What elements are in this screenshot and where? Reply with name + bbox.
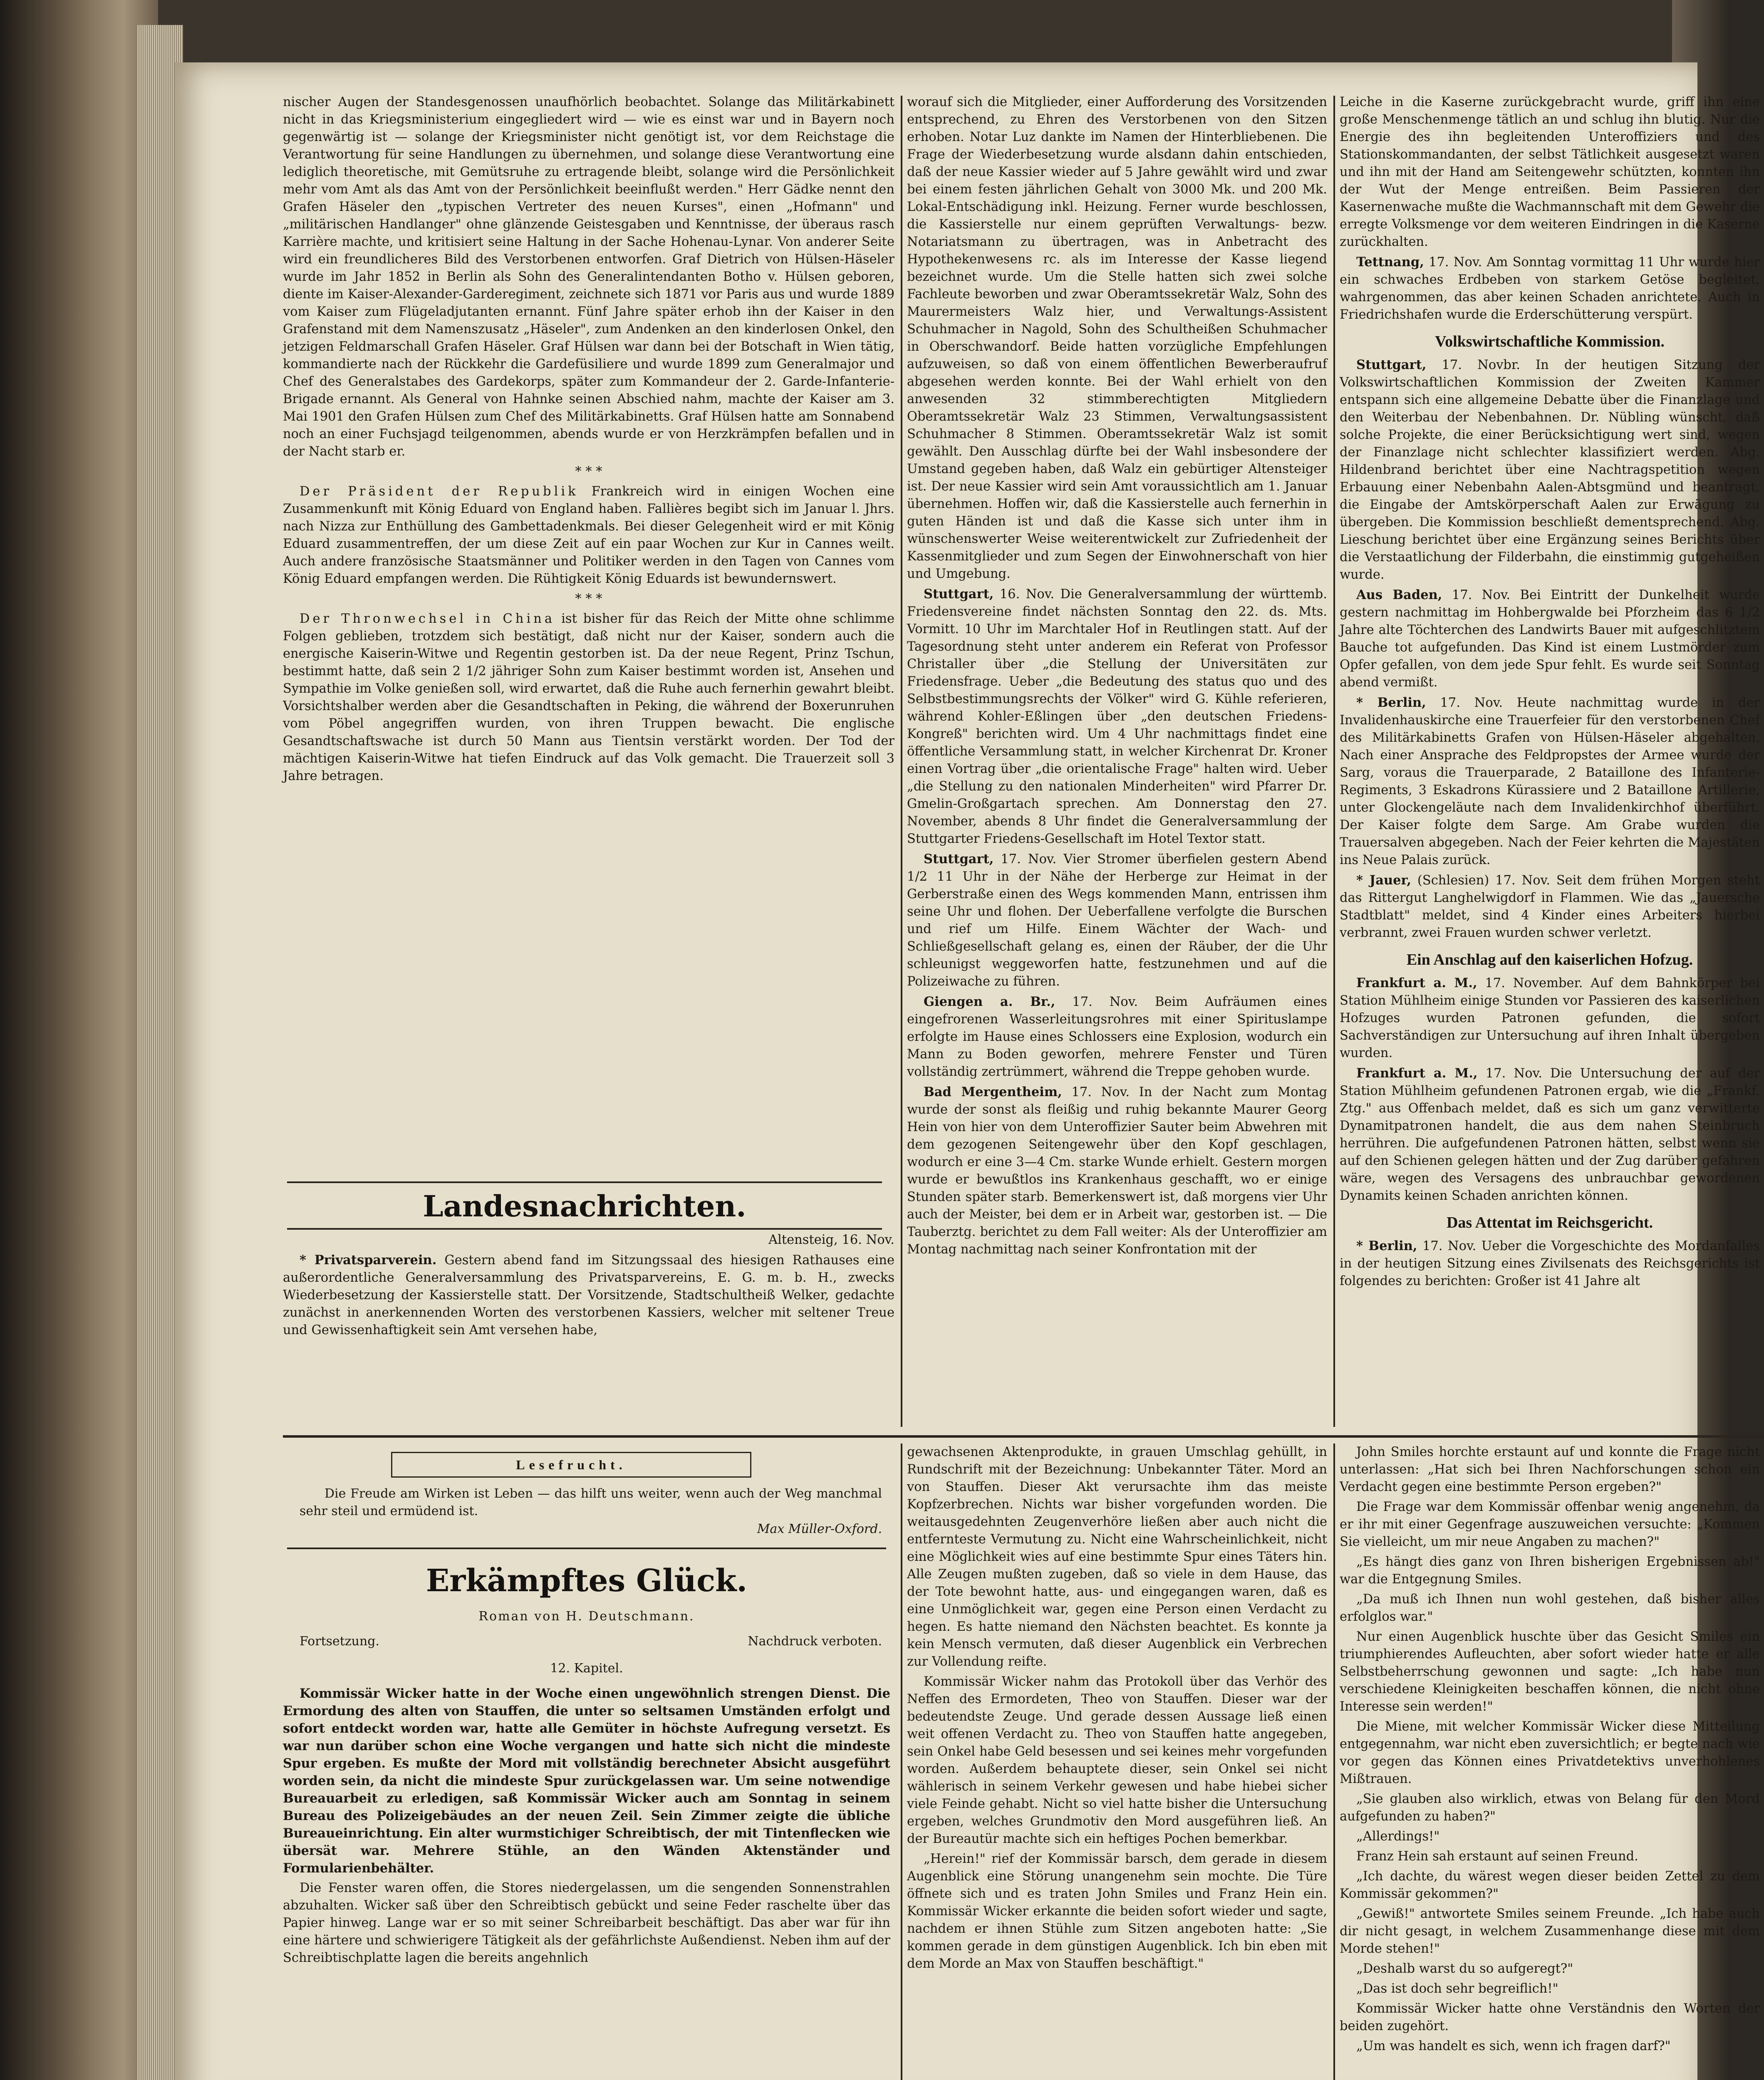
- right-column: [1340, 94, 1760, 1429]
- novel-column-3: [1340, 1444, 1760, 2080]
- novel-paragraph: „Deshalb warst du so aufgeregt?": [1356, 1961, 1573, 1976]
- novel-paragraph: „Da muß ich Ihnen nun wohl gestehen, daß bisher alles erfolglos war.": [1340, 1592, 1760, 1624]
- lead: Frankfurt a. M.,: [1356, 1066, 1478, 1081]
- article-giengen: Giengen a. Br., 17. Nov. Beim Aufräumen eines eingefrorenen Wasserleitungsrohres mit einer Spirituslampe erfolgte im Hause eines Schlossers eine Explosion, wodurch ein Mann zu Boden geworfen, mehrere Fenster und Türen vollständig zertrümmert, während die Treppe gehoben wurde.: [907, 994, 1327, 1079]
- article-jauer: * Jauer, (Schlesien) 17. Nov. Seit dem frühen Morgen steht das Rittergut Langhelwigdorf in Flammen. Wie das „Jauersche Stadtblatt" meldet, sind 4 Kinder eines Arbeiters hierbei verbrannt, zwei Frauen wurden schwer verletzt.: [1340, 873, 1760, 940]
- novel-paragraph: Die Frage war dem Kommissär offenbar wenig angenehm, da er ihr mit einer Gegenfrage auszuweichen versuchte: „Kommen Sie vielleicht, um mir neue Angaben zu machen?": [1340, 1500, 1760, 1549]
- lead: Stuttgart,: [1356, 357, 1427, 372]
- article-berlin-trauerfeier: * Berlin, 17. Nov. Heute nachmittag wurde in der Invalidenhauskirche eine Trauerfeier für den verstorbenen Chef des Militärkabinetts Grafen von Hülsen-Häseler abgehalten. Nach einer Ansprache des Feldpropstes der Armee wurde der Sarg, voraus die Trauerparade, 2 Bataillone des Infanterie-Regiments, 3 Eskadrons Kürassiere und 2 Bataillone Artillerie, unter Glockengeläute nach dem Invalidenkirchhof überführt. Der Kaiser folgte dem Sarge. Am Grabe wurden die Trauersalven abgegeben. Nach der Feier kehrten die Majestäten ins Neue Palais zurück.: [1340, 695, 1760, 867]
- article-stuttgart-stromer: Stuttgart, 17. Nov. Vier Stromer überfielen gestern Abend 1/2 11 Uhr in der Nähe der Herberge zur Heimat in der Gerberstraße einen des Wegs kommenden Mann, entrissen ihm seine Uhr und flohen. Der Ueberfallene verfolgte die Burschen und rief um Hilfe. Einem Wächter der Wach- und Schließgesellschaft gelang es, einen der Räuber, der die Uhr schleunigst weggeworfen hatte, festzunehmen und auf die Polizeiwache zu führen.: [907, 852, 1327, 989]
- novel-paragraph: „Um was handelt es sich, wenn ich fragen darf?": [1356, 2039, 1671, 2053]
- novel-paragraph: „Ich dachte, du wärest wegen dieser beiden Zettel zu dem Kommissär gekommen?": [1340, 1869, 1760, 1901]
- novel-paragraph: „Es hängt dies ganz von Ihren bisherigen Ergebnissen ab!" war die Entgegnung Smiles.: [1340, 1555, 1760, 1587]
- rule: [287, 1228, 882, 1230]
- lesefrucht-box: Lesefrucht.: [391, 1452, 751, 1478]
- article-tettnang: Tettnang, 17. Nov. Am Sonntag vormittag 11 Uhr wurde hier ein schwaches Erdbeben von starkem Getöse begleitet, wahrgenommen, das aber keinen Schaden anrichtete. Auch in Friedrichshafen wurde die Erderschütterung verspürt.: [1340, 255, 1760, 322]
- article-sparverein-cont: worauf sich die Mitglieder, einer Aufforderung des Vorsitzenden entsprechend, zu Ehren des Verstorbenen von den Sitzen erhoben. Notar Luz dankte im Namen der Hinterbliebenen. Die Frage der Wiederbesetzung wurde alsdann dahin entschieden, daß der neue Kassier wieder auf 5 Jahre gewählt wird und zwar bei einem festen jährlichen Gehalt von 3000 Mk. und 200 Mk. Lokal-Entschädigung inkl. Heizung. Ferner wurde beschlossen, die Kassierstelle nur einem geprüften Verwaltungs- bezw. Notariatsmann zu übertragen, was in Anbetracht des Hypothekenwesens rc. als im Interesse der Kasse liegend bezeichnet wurde. Um die Stelle hatten sich zwei solche Fachleute beworben und zwar Oberamtssekretär Walz, Sohn des Maurermeisters Walz hier, und Verwaltungs-Assistent Schuhmacher in Nagold, Sohn des Schultheißen Schuhmacher in Oberschwandorf. Beide hatten vorzügliche Empfehlungen aufzuweisen, so daß von einem öffentlichen Bewerberaufruf abgesehen werden konnte. Bei der Wahl erhielt von den anwesenden 32 stimmberechtigten Mitgliedern Oberamtssekretär Walz 23 Stimmen, Verwaltungsassistent Schuhmacher 8 Stimmen. Oberamtssekretär Walz ist somit gewählt. Den Ausschlag dürfte bei der Wahl insbesondere der Umstand gegeben haben, daß Walz ein gebürtiger Altensteiger ist. Der neue Kassier wird sein Amt voraussichtlich am 1. Januar übernehmen. Hoffen wir, daß die Kassierstelle auch fernerhin in guten Händen ist und daß die Kasse sich unter ihm in wünschenswerter Weise weiterentwickelt zur Zufriedenheit der Kassenmitglieder und zum Segen der Einwohnerschaft von hier und Umgebung.: [907, 95, 1327, 581]
- article-stuttgart-friedensvereine: Stuttgart, 16. Nov. Die Generalversammlung der württemb. Friedensvereine findet nächsten Sonntag den 22. ds. Mts. Vormitt. 10 Uhr im Marchtaler Hof in Reutlingen statt. Auf der Tagesordnung steht unter anderem ein Referat von Professor Christaller über „die Stellung der Universitäten zur Friedensfrage. Ueber „die Bedeutung des status quo und des Selbstbestimmungsrechts der Völker" wird G. Kühle referieren, während Kohler-Eßlingen über „den deutschen Friedens-Kongreß" berichten wird. Um 4 Uhr nachmittags findet eine öffentliche Versammlung statt, in welcher Kirchenrat Dr. Kroner einen Vortrag über „die orientalische Frage" halten wird. Ueber „die Stellung zu den nationalen Minderheiten" wird Pfarrer Dr. Gmelin-Großgartach sprechen. Am Donnerstag den 27. November, abends 8 Uhr findet die Generalversammlung der Stuttgarter Friedens-Gesellschaft im Hotel Textor statt.: [907, 587, 1327, 846]
- article-militaerkabinett: nischer Augen der Standesgenossen unaufhörlich beobachtet. Solange das Militärkabinett nicht in das Kriegsministerium eingegliedert wird — wie es einst war und in Bayern noch gegenwärtig ist — solange der Kriegsminister nicht genötigt ist, vor dem Reichstage die Verantwortung für seine Handlungen zu übernehmen, und solange diese Verantwortung eine lediglich theoretische, mit Gemütsruhe zu ertragende bleibt, solange wird die Persönlichkeit mehr vom Amt als das Amt von der Persönlichkeit beeinflußt werden." Herr Gädke nennt den Grafen Häseler den „typischen Vertreter des neuen Kurses", einen „Hofmann" und „militärischen Handlanger" ohne glänzende Geistesgaben und Kenntnisse, der überaus rasch Karrière machte, und kritisiert seine Haltung in der Sache Hohenau-Lynar. Von anderer Seite wird ein freundlicheres Bild des Verstorbenen entworfen. Graf Dietrich von Hülsen-Häseler wurde im Jahr 1852 in Berlin als Sohn des Generalintendanten Botho v. Hülsen geboren, diente im Kaiser-Alexander-Garderegiment, zeichnete sich 1871 vor Paris aus und wurde 1889 vom Kaiser zum Flügeladjutanten ernannt. Fünf Jahre später erhob ihn der Kaiser in den Grafenstand mit dem Namenszusatz „Häseler", zum Andenken an den kinderlosen Onkel, den jetzigen Feldmarschall Grafen Häseler. Graf Hülsen war dann bei der Botschaft in Wien tätig, kommandierte nach der Rückkehr die Gardefüsiliere und wurde 1899 zum Generalmajor und Chef des Generalstabes des Gardekorps, später zum Kommandeur der 2. Garde-Infanterie-Brigade ernannt. Als General von Hahnke seinen Abschied nahm, machte der Kaiser am 3. Mai 1901 den Grafen Hülsen zum Chef des Militärkabinetts. Graf Hülsen hatte am Sonnabend noch an einer Fuchsjagd teilgenommen, abends wurde er von Herzkrämpfen befallen und in der Nacht starb er.: [283, 95, 894, 459]
- lead: * Berlin,: [1356, 1238, 1417, 1253]
- motto-text: Die Freude am Wirken ist Leben — das hilft uns weiter, wenn auch der Weg manchmal sehr steil und ermüdend ist.: [300, 1486, 882, 1518]
- column-divider: [901, 96, 902, 1427]
- article-mergentheim: Bad Mergentheim, 17. Nov. In der Nacht zum Montag wurde der sonst als fleißig und ruhig bekannte Maurer Georg Hein von hier von dem Unteroffizier Sauter beim Abwehren mit dem gezogenen Seitengewehr über den Kopf geschlagen, wodurch er eine 3—4 Cm. starke Wunde erhielt. Gestern morgen wurde er bewußtlos ins Krankenhaus geschafft, wo er einige Stunden später starb. Bemerkenswert ist, daß morgens vier Uhr auch der Meister, bei dem er in Arbeit war, gestorben ist. — Die Tauberztg. berichtet zu dem Fall weiter: Als der Unteroffizier am Montag nachmittag nach seiner Konfrontation mit der: [907, 1085, 1327, 1257]
- novel-paragraph: „Gewiß!" antwortete Smiles seinem Freunde. „Ich habe auch dir nicht gesagt, in welchem Zusammenhange diese mit dem Morde stehen!": [1340, 1907, 1760, 1956]
- lead: Der Thronwechsel in China: [300, 612, 555, 626]
- novel-paragraph: „Allerdings!": [1356, 1829, 1440, 1844]
- heading-reichsgericht: Das Attentat im Reichsgericht.: [1446, 1214, 1653, 1231]
- separator: * * *: [575, 592, 602, 606]
- lead: * Privatsparverein.: [300, 1253, 437, 1268]
- heading-hofzug: Ein Anschlag auf den kaiserlichen Hofzug.: [1406, 951, 1693, 968]
- novel-title: Erkämpftes Glück.: [426, 1563, 748, 1599]
- article-kommission: Stuttgart, 17. Novbr. In der heutigen Sitzung der Volkswirtschaftlichen Kommission der Zweiten Kammer entspann sich eine allgemeine Debatte über die Finanzlage und den Weiterbau der Nebenbahnen. Dr. Nübling wünscht, daß solche Projekte, die einer Berücksichtigung wert sind, wegen der Finanzlage nicht schlechter klassifiziert werden. Abg. Hildenbrand berichtet über eine Nachtragspetition wegen Erbauung einer Nebenbahn Aalen-Abtsgmünd und beantragt, die Eingabe der Amtskörperschaft Aalen zur Erwägung zu übergeben. Die Kommission beschließt dementsprechend. Abg. Lieschung berichtet über eine Ergänzung seines Berichts über die Verstaatlichung der Filderbahn, die einstimmig gutgeheißen wurde.: [1340, 357, 1760, 582]
- heading-volkswirtschaft: Volkswirtschaftliche Kommission.: [1435, 333, 1665, 350]
- article-frankfurt-1: Frankfurt a. M., 17. November. Auf dem Bahnkörper bei Station Mühlheim einige Stunden vor Passieren des kaiserlichen Hofzuges wurden Patronen gefunden, die sofort Sachverständigen zur Untersuchung auf ihren Inhalt übergeben wurden.: [1340, 976, 1760, 1060]
- dateline: Altensteig, 16. Nov.: [768, 1233, 894, 1247]
- novel-paragraph: Die Fenster waren offen, die Stores niedergelassen, um die sengenden Sonnenstrahlen abzuhalten. Wicker saß über den Schreibtisch gebückt und seine Feder raschelte über das Papier hinweg. Lange war er so mit seiner Schreibarbeit beschäftigt. Das aber war für ihn eine härtere und schwierigere Tätigkeit als der gefährlichste Außendienst. Neben ihm auf der Schreibtischplatte lagen die bereits angehnlich: [283, 1881, 890, 1965]
- lead: * Jauer,: [1356, 873, 1412, 888]
- novel-paragraph: Kommissär Wicker nahm das Protokoll über das Verhör des Neffen des Ermordeten, Theo von Stauffen. Dieser war der bedeutendste Zeuge. Und gerade dessen Aussage ließ einen weit offenen Verdacht zu. Theo von Stauffen hatte angegeben, sein Onkel habe Geld besessen und sei keines mehr vorgefunden worden. Außerdem behauptete dieser, sein Onkel sei nicht wählerisch in seinem Verkehr gewesen und habe hiebei sicher viele Feinde gehabt. Nicht so viel hatte bisher die Untersuchung ergeben, welches Grundmotiv den Mord ausgeführen ließ. An der Bureautür machte sich ein heftiges Pochen bemerkbar.: [907, 1674, 1327, 1846]
- left-column-lower: [283, 1231, 894, 1431]
- chapter-label: 12. Kapitel.: [550, 1661, 623, 1676]
- separator: * * *: [575, 464, 602, 479]
- novel-paragraph: Kommissär Wicker hatte ohne Verständnis den Worten der beiden zugehört.: [1340, 2001, 1760, 2033]
- article-baden: Aus Baden, 17. Nov. Bei Eintritt der Dunkelheit wurde gestern nachmittag im Hohbergwalde bei Pforzheim das 6 1/2 Jahre alte Töchterchen des Landwirts Bauer mit aufgeschlitztem Bauche tot aufgefunden. Das Kind ist einem Lustmörder zum Opfer gefallen, von dem jede Spur fehlt. Es wurde seit Sonntag abend vermißt.: [1340, 587, 1760, 690]
- article-privatsparverein: * Privatsparverein. Gestern abend fand im Sitzungssaal des hiesigen Rathauses eine außerordentliche Generalversammlung des Privatsparvereins, E. G. m. b. H., zwecks Wiederbesetzung der Kassierstelle statt. Der Vorsitzende, Stadtschultheiß Welker, gedachte zunächst in anerkennenden Worten des verstorbenen Kassiers, welcher mit seltener Treue und Gewissenhaftigkeit sein Amt versehen habe,: [283, 1253, 895, 1337]
- lead: Frankfurt a. M.,: [1356, 976, 1477, 990]
- lead: Bad Mergentheim,: [924, 1085, 1062, 1099]
- column-divider: [1333, 96, 1335, 1427]
- article-kaserne-cont: Leiche in die Kaserne zurückgebracht wurde, griff ihn eine große Menschenmenge tätlich an und schlug ihn blutig. Nur die Energie des ihn begleitenden Unteroffiziers und des Stationskommandanten, der selbst Tätlichkeit ausgesetzt waren und ihn mit der Hand am Seitengewehr schützten, konnten ihn der Wut der Menge entreißen. Beim Passieren der Kasernenwache mußte die Wachmannschaft mit dem Gewehr die erregte Volksmenge vor dem weiteren Eindringen in die Kaserne zurückhalten.: [1340, 95, 1760, 249]
- novel-paragraph: „Das ist doch sehr begreiflich!": [1356, 1981, 1558, 1996]
- article-berlin-reichsgericht: * Berlin, 17. Nov. Ueber die Vorgeschichte des Mordanfalles in der heutigen Sitzung eines Zivilsenats des Reichsgerichts ist folgendes zu berichten: Großer ist 41 Jahre alt: [1340, 1238, 1760, 1288]
- article-china: Der Thronwechsel in China ist bisher für das Reich der Mitte ohne schlimme Folgen geblieben, trotzdem sich bestätigt, daß nicht nur der Kaiser, sondern auch die energische Kaiserin-Witwe und Regentin gestorben ist. Da der neue Regent, Prinz Tschun, bestimmt hatte, daß sein 2 1/2 jähriger Sohn zum Kaiser bestimmt worden ist, Ansehen und Sympathie im Volke genießen soll, wird erwartet, daß die Ruhe auch fernerhin gewahrt bleibt. Vorsichtshalber werden aber die Gesandtschaften in Peking, die während der Boxerunruhen vom Pöbel angegriffen wurden, von ihren Truppen bewacht. Die englische Gesandtschaftswache ist durch 50 Mann aus Tientsin verstärkt worden. Der Tod der mächtigen Kaiserin-Witwe hat tiefen Eindruck auf das Volk gemacht. Die Trauerzeit soll 3 Jahre betragen.: [283, 612, 894, 783]
- section-title-landesnachrichten: Landesnachrichten.: [423, 1189, 746, 1223]
- novel-paragraph: „Herein!" rief der Kommissär barsch, dem gerade in diesem Augenblick eine Störung unangenehm sein mochte. Die Türe öffnete sich und es traten John Smiles und Franz Hein ein. Kommissär Wicker erkannte die beiden sofort wieder und sagte, nachdem er ihnen Stühle zum Sitzen angeboten hatte: „Sie kommen gerade in dem günstigen Augenblick. Ich bin eben mit dem Morde an Max von Stauffen beschäftigt.": [907, 1852, 1327, 1971]
- lead: Aus Baden,: [1356, 587, 1442, 602]
- lead: * Berlin,: [1356, 695, 1426, 710]
- lead: Giengen a. Br.,: [924, 994, 1055, 1009]
- feuilleton-rule: [283, 1435, 1764, 1438]
- column-divider: [1333, 1444, 1335, 2080]
- newspaper-page: [175, 62, 1760, 2080]
- novel-column-1: [283, 1685, 890, 2080]
- column-divider: [901, 1444, 902, 2080]
- motto-author: Max Müller-Oxford.: [757, 1522, 882, 1536]
- rule: [287, 1548, 886, 1549]
- rule: [287, 1181, 882, 1183]
- reprint-notice: Nachdruck verboten.: [748, 1634, 882, 1649]
- novel-paragraph: John Smiles horchte erstaunt auf und konnte die Frage nicht unterlassen: „Hat sich bei Ihren Nachforschungen schon ein Verdacht gegen eine bestimmte Person ergeben?": [1340, 1445, 1760, 1494]
- lead: Stuttgart,: [924, 587, 994, 602]
- book-binding: [0, 0, 158, 2080]
- middle-column: [907, 94, 1327, 1429]
- article-frankfurt-2: Frankfurt a. M., 17. Nov. Die Untersuchung der auf der Station Mühlheim gefundenen Patronen ergab, wie die „Frankf. Ztg." aus Offenbach meldet, daß es sich um ganz verwitterte Dynamitpatronen handelt, die aus dem nahen Steinbruch herrühren. Die aufgefundenen Patronen hätten, selbst wenn sie auf den Schienen gelegen hätten und der Zug darüber gefahren wäre, wegen des Versagens des unbrauchbar gewordenen Dynamits keinen Schaden anrichten können.: [1340, 1066, 1760, 1203]
- novel-paragraph: „Sie glauben also wirklich, etwas von Belang für den Mord aufgefunden zu haben?": [1340, 1792, 1760, 1824]
- novel-paragraph: Die Miene, mit welcher Kommissär Wicker diese Mitteilung entgegennahm, war nicht eben zuversichtlich; er begte nach wie vor gegen das Können eines Privatdetektivs unverhohlenes Mißtrauen.: [1340, 1719, 1760, 1786]
- novel-paragraph: Kommissär Wicker hatte in der Woche einen ungewöhnlich strengen Dienst. Die Ermordung des alten von Stauffen, die unter so seltsamen Umständen erfolgt und sofort entdeckt worden war, hatte alle Gemüter in höchste Aufregung versetzt. Es war nun darüber schon eine Woche vergangen und hatte sich nicht die mindeste Spur ergeben. Es mußte der Mord mit vollständig berechneter Absicht ausgeführt worden sein, da nicht die mindeste Spur zurückgelassen war. Um seine notwendige Bureauarbeit zu erledigen, saß Kommissär Wicker auch am Sonntag in seinem Bureau des Polizeigebäudes an der neuen Zeil. Sein Zimmer zeigte die übliche Bureaueinrichtung. Ein alter wurmstichiger Schreibtisch, der mit Tintenflecken wie übersät war. Mehrere Stühle, an den Wänden Aktenständer und Formularienbehälter.: [283, 1686, 890, 1876]
- lead: Tettnang,: [1356, 255, 1424, 270]
- lead: Stuttgart,: [924, 852, 994, 867]
- novel-paragraph: Franz Hein sah erstaunt auf seinen Freund.: [1356, 1849, 1638, 1864]
- article-frankreich: Der Präsident der Republik Frankreich wird in einigen Wochen eine Zusammenkunft mit König Eduard von England haben. Fallières begibt sich im Januar l. Jhrs. nach Nizza zur Enthüllung des Gambettadenkmals. Bei dieser Gelegenheit wird er mit König Eduard zusammentreffen, der um diese Zeit auf ein paar Wochen zur Kur in Cannes weilt. Auch andere französische Staatsmänner und Politiker werden in den Tagen von Cannes vom König Eduard empfangen werden. Die Rühtigkeit König Eduards ist bewundernswert.: [283, 484, 895, 586]
- left-column: [283, 94, 894, 1188]
- novel-column-2: [907, 1444, 1327, 2080]
- novel-paragraph: gewachsenen Aktenprodukte, in grauen Umschlag gehüllt, in Rundschrift mit der Bezeichnung: Unbekannter Täter. Mord an von Stauffen. Dieser Akt verursachte ihm das meiste Kopfzerbrechen. Nichts war bisher vorgefunden worden. Die weitausgedehnten Zeugenverhöre ließen aber auch nicht die entfernteste Vermutung zu. Nicht eine Wahrscheinlichkeit, nicht eine Möglichkeit wies auf eine bestimmte Spur eines Täters hin. Alle Zeugen mußten zugeben, daß so viele in dem Hause, das der Tote bewohnt hatte, aus- und eingegangen waren, daß es eine Unmöglichkeit war, gegen eine Person einen Verdacht zu hegen. Es hatte niemand den Nächsten beachtet. Es konnte ja kein Mensch vermuten, daß dieser Augenblick ein Verbrechen zur Vollendung reifte.: [907, 1445, 1327, 1669]
- novel-byline: Roman von H. Deutschmann.: [478, 1609, 695, 1624]
- lead: Der Präsident der Republik: [300, 484, 579, 499]
- continuation-label: Fortsetzung.: [300, 1634, 380, 1649]
- novel-paragraph: Nur einen Augenblick huschte über das Gesicht Smiles ein triumphierendes Aufleuchten, aber sofort wieder hatte er alle Selbstbeherrschung gewonnen und sagte: „Ich habe nun verschiedene Kleinigkeiten beschaffen können, die nicht ohne Interesse sein werden!": [1340, 1629, 1760, 1714]
